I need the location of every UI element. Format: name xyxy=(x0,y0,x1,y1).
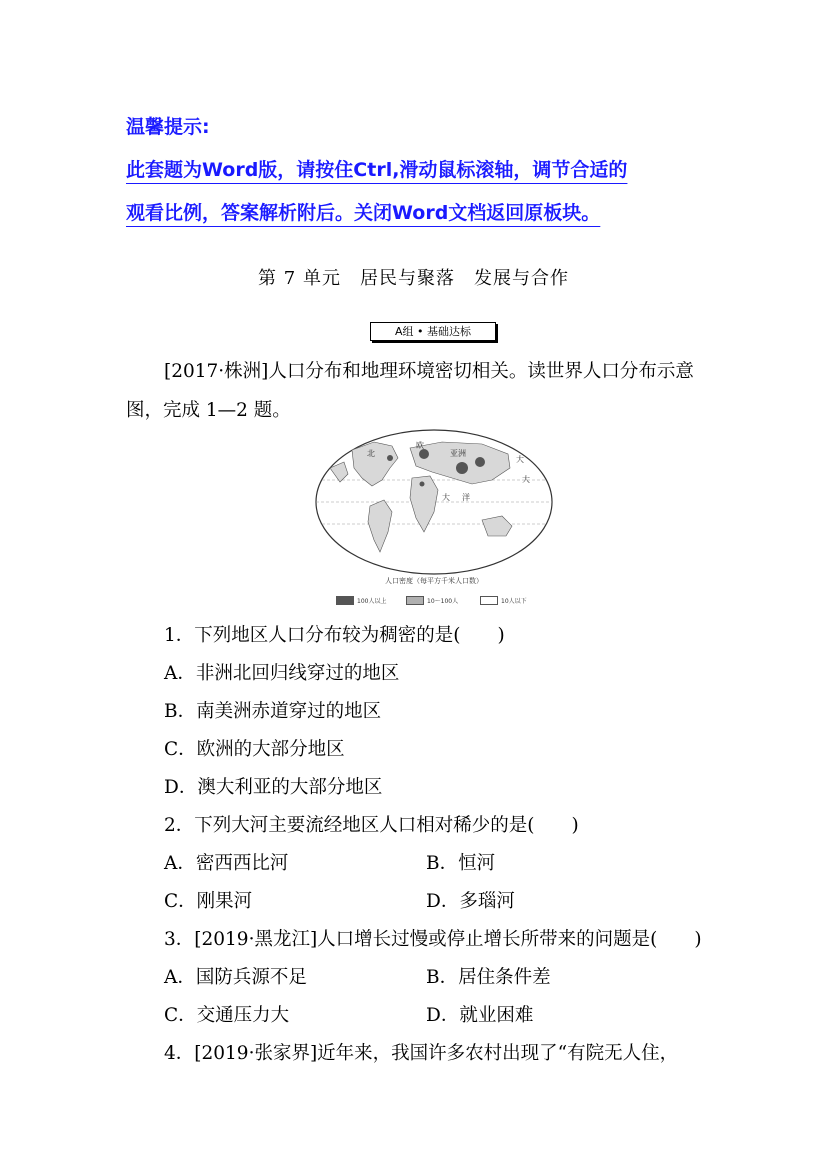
world-map-figure xyxy=(312,428,556,578)
legend-item xyxy=(406,596,458,605)
map-label: 大 xyxy=(522,475,530,484)
question-3-option-c: C．交通压力大 xyxy=(164,1005,290,1026)
unit-title: 第 7 单元 居民与聚落 发展与合作 xyxy=(258,268,569,289)
question-2-stem: 2．下列大河主要流经地区人口相对稀少的是( ) xyxy=(164,815,579,836)
intro-line-1: [2017·株洲]人口分布和地理环境密切相关。读世界人口分布示意 xyxy=(164,361,694,382)
legend-label: 100人以上 xyxy=(357,598,387,605)
map-label: 洲 xyxy=(458,449,466,458)
tip-line-1: 此套题为Word版，请按住Ctrl,滑动鼠标滚轴，调节合适的 xyxy=(126,159,628,181)
question-2-option-b: B．恒河 xyxy=(426,853,496,874)
tip-title: 温馨提示: xyxy=(126,116,210,138)
map-label: 欧 xyxy=(416,441,424,450)
question-2-option-d: D．多瑙河 xyxy=(426,891,515,912)
legend-label: 10～100人 xyxy=(427,598,459,605)
map-label: 大 xyxy=(442,493,450,502)
world-population-map xyxy=(312,428,556,608)
map-label: 北 xyxy=(367,449,375,458)
question-1-option-c: C．欧洲的大部分地区 xyxy=(164,739,345,760)
question-1-option-a: A．非洲北回归线穿过的地区 xyxy=(164,663,400,684)
legend-title: 人口密度（每平方千米人口数） xyxy=(385,577,483,585)
map-label: 大 xyxy=(516,455,524,464)
question-3-option-d: D．就业困难 xyxy=(426,1005,534,1026)
tip-line-2: 观看比例，答案解析附后。关闭Word文档返回原板块。 xyxy=(126,202,601,224)
intro-line-2: 图，完成 1—2 题。 xyxy=(126,400,291,421)
legend-swatch xyxy=(336,596,354,605)
question-3-option-a: A．国防兵源不足 xyxy=(164,967,307,988)
question-1-stem: 1．下列地区人口分布较为稠密的是( ) xyxy=(164,625,505,646)
legend-swatch xyxy=(406,596,424,605)
question-2-option-c: C．刚果河 xyxy=(164,891,253,912)
legend-item xyxy=(480,596,527,605)
map-label: 洋 xyxy=(462,493,470,502)
legend-item xyxy=(336,596,386,605)
question-2-option-a: A．密西西比河 xyxy=(164,853,289,874)
legend-label: 10人以下 xyxy=(501,598,527,605)
question-4-stem: 4．[2019·张家界]近年来，我国许多农村出现了“有院无人住， xyxy=(164,1043,679,1064)
question-3-option-b: B．居住条件差 xyxy=(426,967,551,988)
question-1-option-d: D．澳大利亚的大部分地区 xyxy=(164,777,383,798)
section-badge: A组 • 基础达标 xyxy=(370,322,496,341)
question-1-option-b: B．南美洲赤道穿过的地区 xyxy=(164,701,382,722)
legend-swatch xyxy=(480,596,498,605)
map-label: 亚 xyxy=(450,449,458,458)
question-3-stem: 3．[2019·黑龙江]人口增长过慢或停止增长所带来的问题是( ) xyxy=(164,929,702,950)
